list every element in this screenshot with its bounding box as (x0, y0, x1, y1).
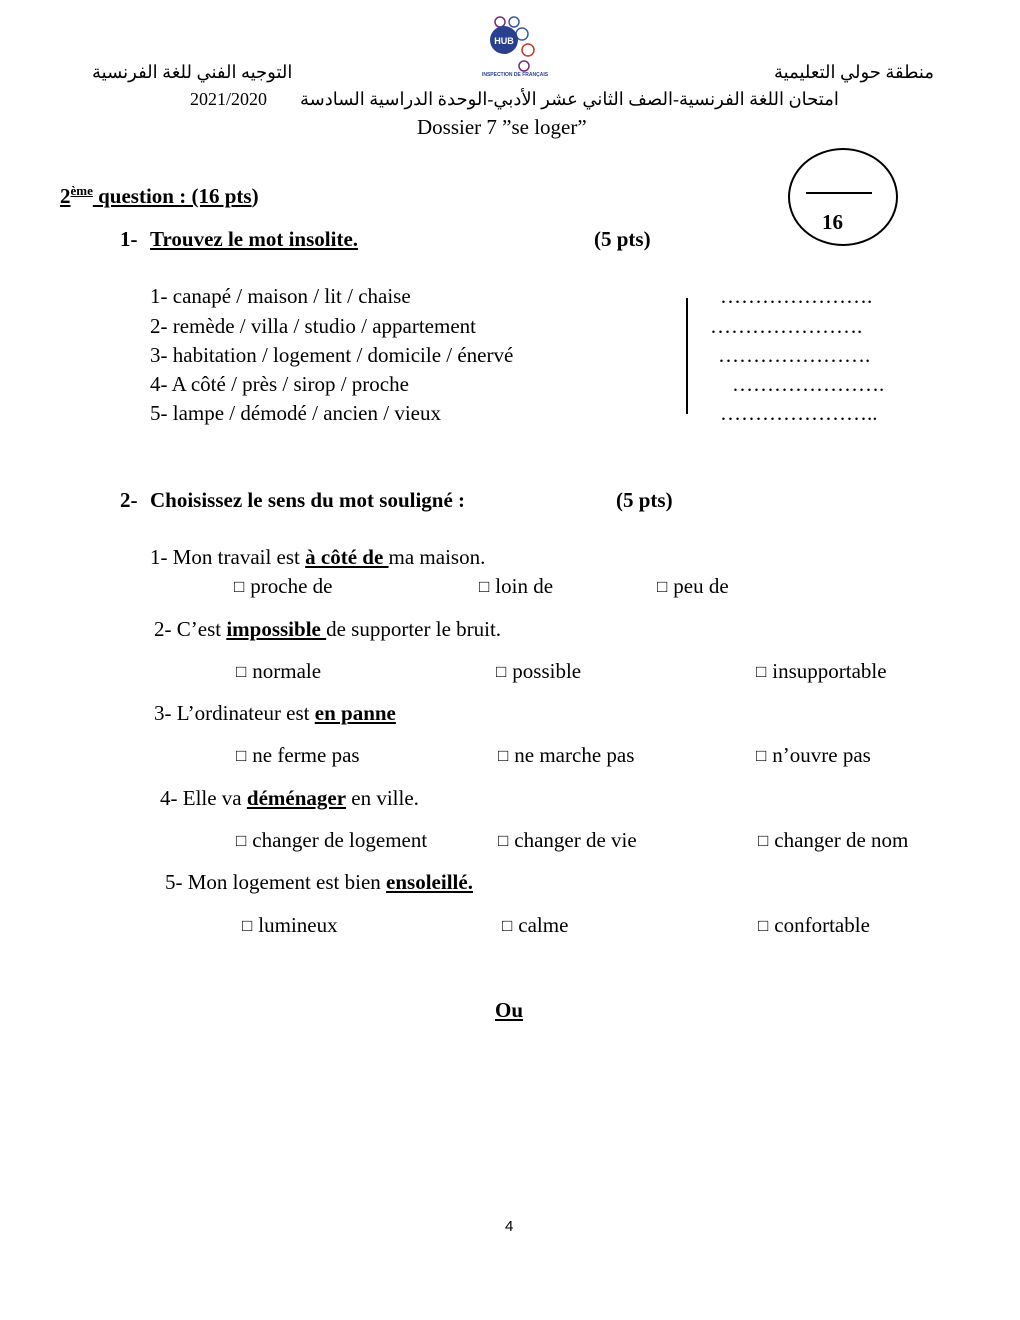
checkbox-icon[interactable]: □ (496, 662, 507, 681)
answer-blank[interactable]: …………………. (732, 372, 885, 396)
checkbox-icon[interactable]: □ (236, 662, 247, 681)
inspection-logo (470, 14, 560, 80)
mcq-question-text: 4- Elle va (160, 786, 247, 810)
checkbox-icon[interactable]: □ (479, 577, 490, 596)
mcq-underlined-word: à côté de (305, 545, 389, 569)
option-label: insupportable (772, 659, 887, 683)
mcq-question-text: 5- Mon logement est bien (165, 870, 387, 894)
part1-item: 1- canapé / maison / lit / chaise (150, 284, 411, 308)
mcq-option[interactable] (498, 743, 634, 768)
checkbox-icon[interactable]: □ (234, 577, 245, 596)
page-number: 4 (505, 1218, 514, 1235)
option-label: n’ouvre pas (772, 743, 871, 767)
answer-blank[interactable]: …………………. (720, 284, 873, 308)
option-label: proche de (250, 574, 333, 598)
option-label: normale (252, 659, 322, 683)
mcq-question-text: 3- L’ordinateur est (154, 701, 315, 725)
mcq-question-4 (160, 786, 419, 811)
mcq-question-text: 1- Mon travail est (150, 545, 306, 569)
mcq-question-text: 2- C’est (154, 617, 227, 641)
answer-blank[interactable]: …………………. (710, 314, 863, 338)
mcq-option[interactable] (498, 828, 637, 853)
mcq-question-text: de supporter le bruit. (326, 617, 502, 641)
score-total: 16 (822, 210, 843, 234)
score-circle (788, 148, 898, 246)
option-label: changer de vie (514, 828, 637, 852)
header-exam-arabic: امتحان اللغة الفرنسية-الصف الثاني عشر الأدبي-الوحدة الدراسية السادسة (300, 89, 839, 109)
question-close: ) (251, 184, 259, 208)
question-prefix: 2 (60, 184, 71, 208)
mcq-underlined-word: déménager (246, 786, 347, 810)
mcq-question-3 (154, 701, 396, 726)
mcq-underlined-word: en panne (314, 701, 396, 725)
option-label: loin de (495, 574, 554, 598)
checkbox-icon[interactable]: □ (236, 746, 247, 765)
checkbox-icon[interactable]: □ (236, 831, 247, 850)
option-label: calme (518, 913, 569, 937)
part1-number: 1- (120, 227, 138, 251)
mcq-option[interactable] (236, 743, 360, 768)
score-blank-line (806, 192, 872, 194)
question-heading (60, 183, 259, 209)
option-label: peu de (673, 574, 729, 598)
checkbox-icon[interactable]: □ (242, 916, 253, 935)
answer-blank[interactable]: ………………….. (720, 401, 878, 425)
part1-title: Trouvez le mot insolite. (150, 227, 359, 251)
checkbox-icon[interactable]: □ (756, 662, 767, 681)
checkbox-icon[interactable]: □ (498, 746, 509, 765)
mcq-option[interactable] (479, 574, 553, 599)
mcq-option[interactable] (502, 913, 568, 938)
ou-separator: Ou (495, 998, 524, 1022)
part2-points: (5 pts) (616, 488, 673, 512)
dossier-title: Dossier 7 ”se loger” (417, 115, 587, 139)
checkbox-icon[interactable]: □ (756, 746, 767, 765)
header-left-arabic: التوجيه الفني للغة الفرنسية (92, 62, 293, 82)
checkbox-icon[interactable]: □ (502, 916, 513, 935)
mcq-option[interactable] (756, 659, 887, 684)
mcq-underlined-word: ensoleillé. (386, 870, 473, 894)
mcq-option[interactable] (234, 574, 333, 599)
mcq-option[interactable] (756, 743, 871, 768)
header-year: 2021/2020 (190, 89, 268, 109)
option-label: changer de logement (252, 828, 428, 852)
mcq-question-text: en ville. (346, 786, 419, 810)
question-label: question : (16 pts (92, 184, 252, 208)
answer-divider (686, 298, 688, 414)
mcq-question-1 (150, 545, 485, 570)
question-sup: ème (70, 183, 93, 198)
checkbox-icon[interactable]: □ (758, 916, 769, 935)
mcq-option[interactable] (236, 828, 427, 853)
logo-text: HUB (494, 36, 514, 46)
part2-number: 2- (120, 488, 138, 512)
mcq-question-text: ma maison. (388, 545, 486, 569)
header-right-arabic: منطقة حولي التعليمية (774, 62, 934, 82)
mcq-option[interactable] (758, 913, 870, 938)
option-label: confortable (774, 913, 870, 937)
logo-caption: INSPECTION DE FRANÇAIS (481, 72, 549, 78)
option-label: ne ferme pas (252, 743, 360, 767)
option-label: ne marche pas (514, 743, 635, 767)
part1-item: 4- A côté / près / sirop / proche (150, 372, 409, 396)
mcq-option[interactable] (657, 574, 729, 599)
part1-item: 5- lampe / démodé / ancien / vieux (150, 401, 441, 425)
option-label: changer de nom (774, 828, 909, 852)
checkbox-icon[interactable]: □ (657, 577, 668, 596)
part1-points: (5 pts) (594, 227, 651, 251)
option-label: lumineux (258, 913, 338, 937)
mcq-option[interactable] (496, 659, 581, 684)
part1-item: 3- habitation / logement / domicile / énervé (150, 343, 514, 367)
mcq-question-2 (154, 617, 501, 642)
mcq-underlined-word: impossible (226, 617, 327, 641)
checkbox-icon[interactable]: □ (498, 831, 509, 850)
mcq-option[interactable] (758, 828, 908, 853)
mcq-option[interactable] (242, 913, 338, 938)
checkbox-icon[interactable]: □ (758, 831, 769, 850)
mcq-question-5 (165, 870, 473, 895)
option-label: possible (512, 659, 582, 683)
part2-title: Choisissez le sens du mot souligné : (150, 488, 466, 512)
mcq-option[interactable] (236, 659, 321, 684)
part1-item: 2- remède / villa / studio / appartement (150, 314, 476, 338)
answer-blank[interactable]: …………………. (718, 343, 871, 367)
